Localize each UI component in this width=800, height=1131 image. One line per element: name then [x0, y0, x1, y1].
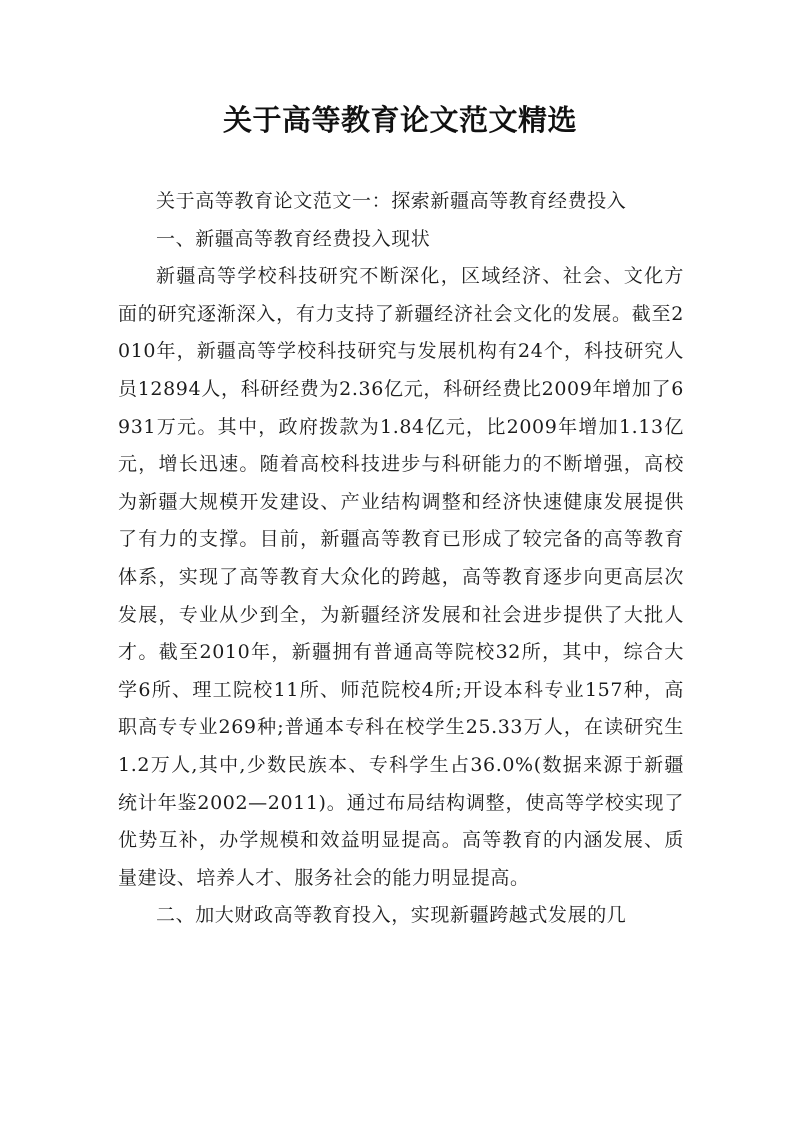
paragraph-intro-line: 关于高等教育论文范文一：探索新疆高等教育经费投入: [156, 190, 627, 212]
section-heading-1: 一、新疆高等教育经费投入现状: [156, 227, 431, 250]
section-heading-2: 二、加大财政高等教育投入，实现新疆跨越式发展的几: [156, 904, 627, 927]
document-title: 关于高等教育论文范文精选: [222, 103, 577, 137]
paragraph-main: 新疆高等学校科技研究不断深化，区域经济、社会、文化方面的研究逐渐深入，有力支持了新疆经济社会文化的发展。截至2010年，新疆高等学校科技研究与发展机构有24个，科技研究人员12894人，科研经费为2.36亿元，科研经费比2009年增加了6931万元。其中，政府拨款为1.84亿元，比2009年增加1.13亿元，增长迅速。随着高校科技进步与科研能力的不断增强，高校为新疆大规模开发建设、产业结构调整和经济快速健康发展提供了有力的支撑。目前，新疆高等教育已形成了较完备的高等教育体系，实现了高等教育大众化的跨越，高等教育逐步向更高层次发展，专业从少到全，为新疆经济发展和社会进步提供了大批人才。截至2010年，新疆拥有普通高等院校32所，其中，综合大学6所、理工院校11所、师范院校4所;开设本科专业157种，高职高专专业269种;普通本专科在校学生25.33万人，在读研究生1.2万人,其中,少数民族本、专科学生占36.0%(数据来源于新疆统计年鉴2002—2011)。通过布局结构调整，使高等学校实现了优势互补，办学规模和效益明显提高。高等教育的内涵发展、质量建设、培养人才、服务社会的能力明显提高。: [118, 265, 684, 889]
document-body: [118, 183, 684, 935]
